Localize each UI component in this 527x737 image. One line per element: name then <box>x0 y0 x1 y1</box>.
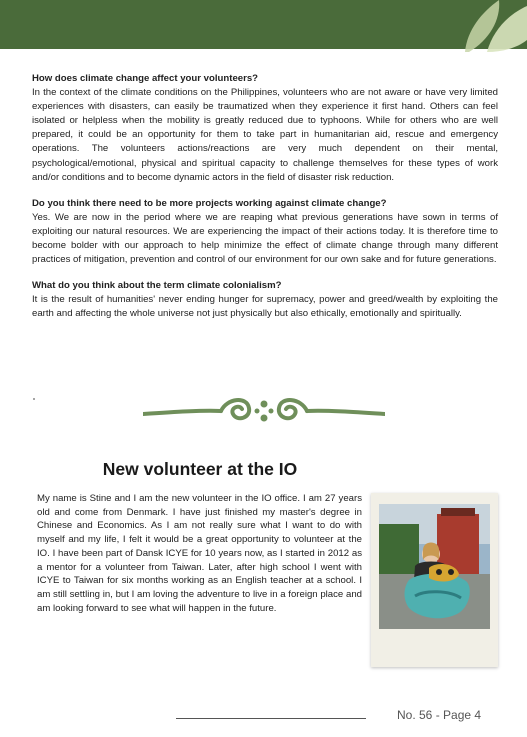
page-number: No. 56 - Page 4 <box>397 708 482 722</box>
answer-1: In the context of the climate conditions on the Philippines, volunteers who are not aware or have very limited experiences with disasters, can easily be traumatized when they experience it first hand. Others can feel isolated or helpless when the mobility is greatly reduced due to typhoons. While for others who are well prepared, it could be an opportunity for them to take part in humanitarian aid, rescue and emergency operations. The volunteers actions/reactions are very much dependent on their mental, psychological/emotional, physical and spiritual capacity to challenge themselves for these types of work and/or conditions and to become dynamic actors in the field of disaster risk reduction. <box>32 87 498 183</box>
answer-2: Yes. We are now in the period where we are reaping what previous generations have sown in terms of exploiting our natural resources. We are experiencing the impact of their actions today. It is therefore time to become bolder with our approach to help minimize the effect of climate change through many different practices of mitigation, prevention and control of our environment for our own sake and for future generations. <box>32 211 498 266</box>
answer-3: It is the result of humanities' never ending hunger for supremacy, power and greed/wealth by exploiting the earth and affecting the whole universe not just physically but also ethically, emotionally and spiritually. <box>32 294 498 320</box>
swirl-ornament-icon <box>143 390 385 432</box>
leaf-decoration-icon <box>457 0 527 52</box>
volunteer-photo <box>379 504 490 629</box>
question-3: What do you think about the term climate colonialism? <box>32 280 282 292</box>
interview-section <box>32 72 498 334</box>
footer-rule <box>176 718 366 719</box>
header-bar <box>0 0 527 49</box>
stray-dot <box>33 398 35 400</box>
section-title: New volunteer at the IO <box>102 459 298 479</box>
question-2: Do you think there need to be more projects working against climate change? <box>32 197 387 209</box>
question-1: How does climate change affect your volunteers? <box>32 73 259 84</box>
volunteer-bio: My name is Stine and I am the new volunteer in the IO office. I am 27 years old and come from Denmark. I have just finished my master's degree in Chinese and Economics. As I am not really sure what I want to do with myself and my life, I felt it would be a great opportunity to volunteer at the IO. I have been part of Dansk ICYE for 10 years now, as I started in 2012 as a mentor for a volunteer from Taiwan. Later, after high school I went with ICYE to Taiwan for six months working as an English teacher at a school. I am still settling in, but I am loving the adventure to live in a foreign place and am looking forward to see what will happen in the future. <box>37 493 362 614</box>
photo-frame <box>371 493 498 667</box>
